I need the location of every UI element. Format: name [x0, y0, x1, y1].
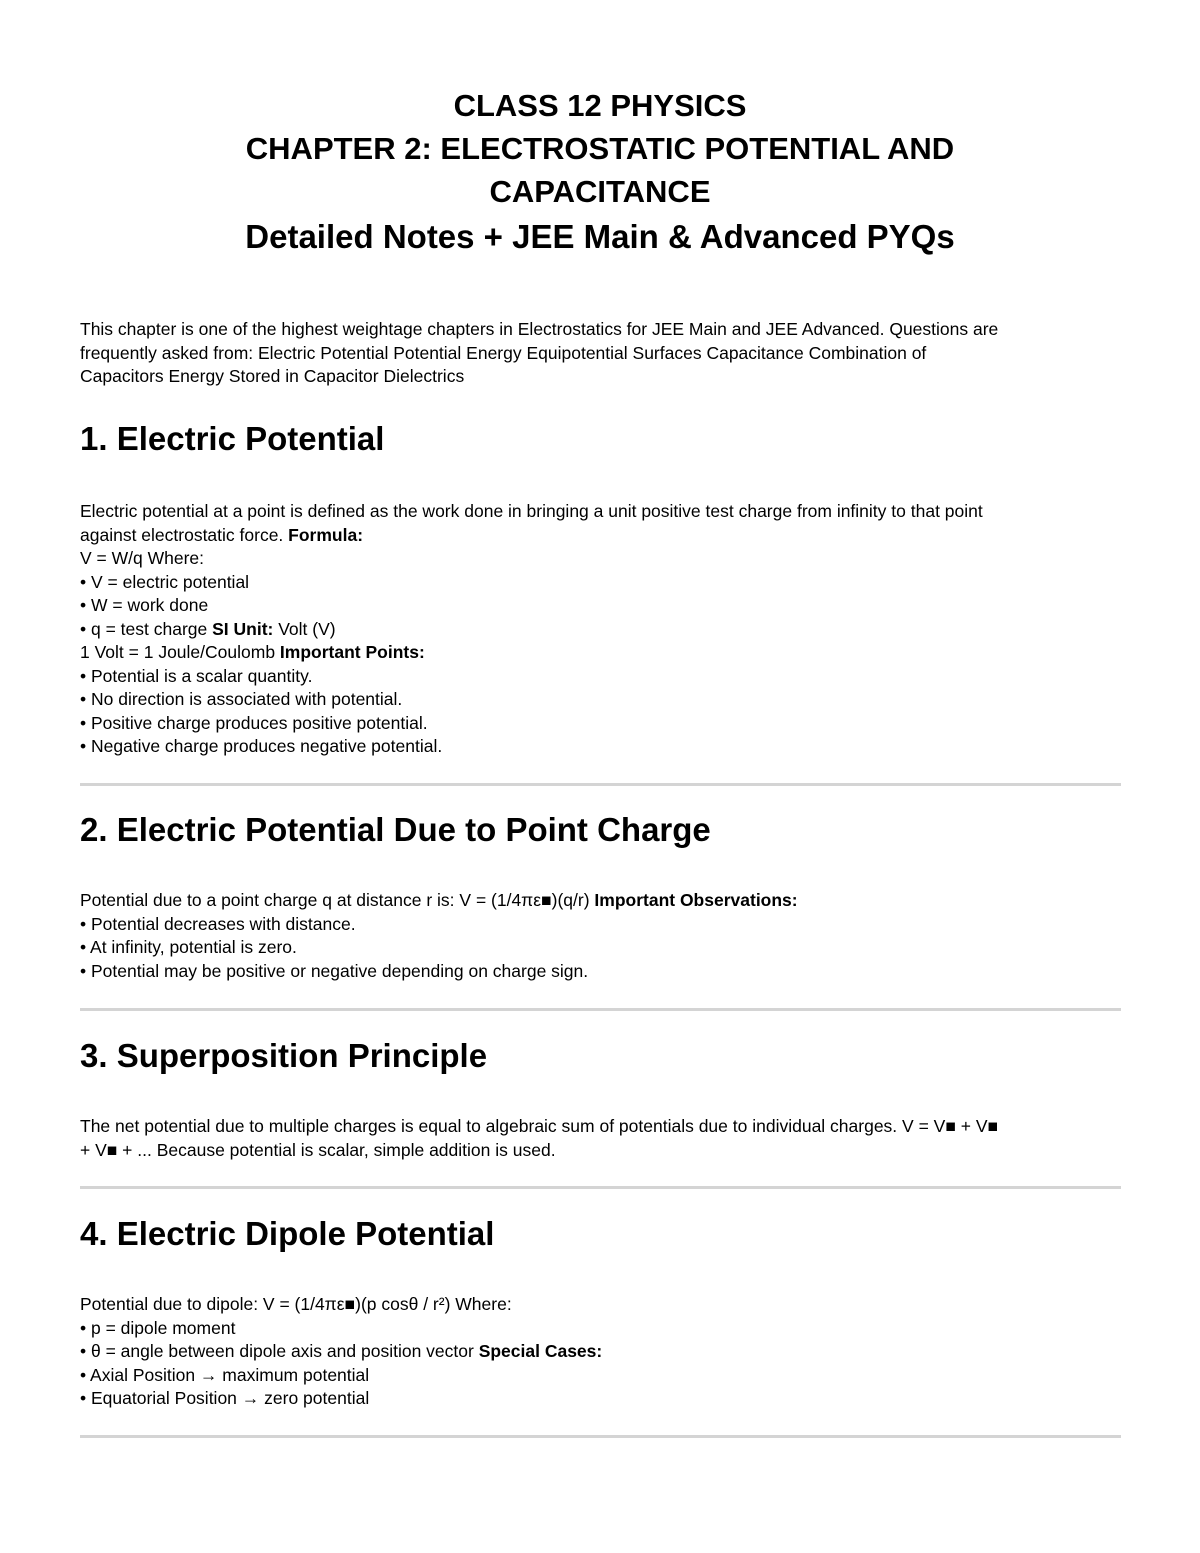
bullet-item: • Equatorial Position → zero potential [80, 1388, 370, 1408]
section-divider [80, 1008, 1121, 1011]
bullet-item: • V = electric potential [80, 571, 250, 592]
section-3-body [80, 1115, 1130, 1162]
body-line: V = W/q Where: [80, 548, 204, 568]
section-divider [80, 1435, 1121, 1438]
section-4-heading: 4. Electric Dipole Potential [80, 1215, 495, 1252]
section-4-body [80, 1293, 1130, 1411]
bullet-item: • p = dipole moment [80, 1317, 236, 1338]
body-line: 1 Volt = 1 Joule/Coulomb [80, 642, 280, 662]
title-line-2: CHAPTER 2: ELECTROSTATIC POTENTIAL AND [245, 131, 955, 166]
bullet-item: • q = test charge [80, 618, 213, 639]
section-2-body [80, 889, 1130, 983]
section-divider [80, 783, 1121, 786]
body-line: + V■ + ... Because potential is scalar, simple addition is used. [80, 1139, 556, 1160]
intro-line: frequently asked from: Electric Potential Potential Energy Equipotential Surfaces Capacitance Combination of [80, 342, 927, 363]
bullet-item: • W = work done [80, 595, 209, 615]
intro-line: Capacitors Energy Stored in Capacitor Dielectrics [80, 366, 465, 386]
section-1-body [80, 500, 1130, 759]
bold-label: Formula: [288, 524, 364, 545]
section-1-heading: 1. Electric Potential [80, 420, 385, 457]
bold-label: Special Cases: [478, 1341, 603, 1361]
bullet-item: • Negative charge produces negative potential. [80, 736, 443, 756]
bullet-item: • Potential decreases with distance. [80, 913, 356, 934]
body-line: Electric potential at a point is defined as the work done in bringing a unit positive test charge from infinity to that point [80, 501, 983, 521]
bullet-item: • θ = angle between dipole axis and position vector [80, 1341, 479, 1361]
body-line: against electrostatic force. [80, 524, 289, 545]
title-line-1: CLASS 12 PHYSICS [453, 88, 747, 123]
bullet-item: • No direction is associated with potential. [80, 689, 403, 709]
bullet-item: • Axial Position → maximum potential [80, 1364, 370, 1385]
bullet-item: • Positive charge produces positive potential. [80, 712, 428, 733]
body-line: Potential due to a point charge q at distance r is: V = (1/4πε■)(q/r) [80, 890, 595, 910]
bold-label: Important Observations: [594, 890, 798, 910]
body-line: The net potential due to multiple charges is equal to algebraic sum of potentials due to individual charges. V = V■ + V■ [80, 1116, 999, 1136]
bullet-item: • At infinity, potential is zero. [80, 937, 297, 957]
bullet-item: • Potential is a scalar quantity. [80, 665, 313, 686]
intro-paragraph [80, 318, 1130, 389]
intro-line: This chapter is one of the highest weightage chapters in Electrostatics for JEE Main and JEE Advanced. Questions are [80, 319, 999, 339]
bold-label: SI Unit: [212, 618, 274, 639]
section-3-heading: 3. Superposition Principle [80, 1037, 488, 1074]
body-line: Potential due to dipole: V = (1/4πε■)(p cosθ / r²) Where: [80, 1294, 512, 1314]
section-2-heading: 2. Electric Potential Due to Point Charge [80, 811, 711, 848]
bullet-item: • Potential may be positive or negative depending on charge sign. [80, 960, 589, 981]
section-divider [80, 1186, 1121, 1189]
document-subtitle: Detailed Notes + JEE Main & Advanced PYQs [245, 218, 955, 255]
body-text: Volt (V) [273, 618, 336, 639]
document-title [0, 84, 1200, 261]
bold-label: Important Points: [279, 642, 425, 662]
title-line-3: CAPACITANCE [489, 174, 711, 209]
